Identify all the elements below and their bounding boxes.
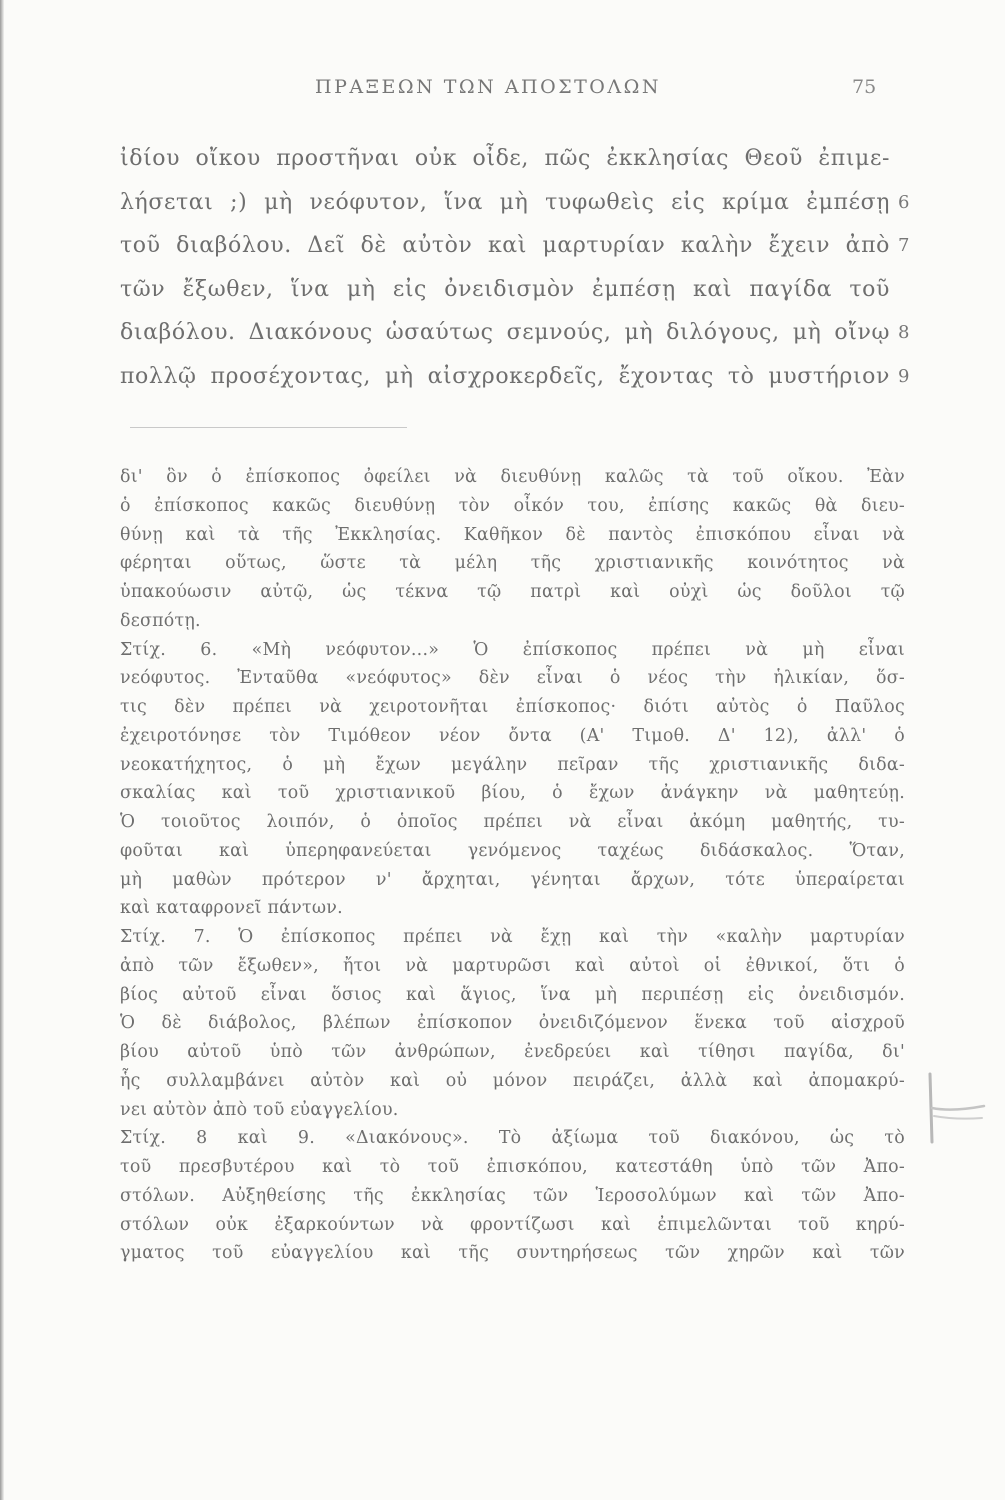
commentary-line: βίου αὐτοῦ ὑπὸ τῶν ἀνθρώπων, ἐνεδρεύει καὶ τίθησι παγίδα, δι' xyxy=(120,1042,905,1062)
commentary-line: Στίχ. 8 καὶ 9. «Διακόνους». Τὸ ἀξίωμα τοῦ διακόνου, ὡς τὸ xyxy=(120,1128,905,1149)
commentary-line: θύνῃ καὶ τὰ τῆς Ἐκκλησίας. Καθῆκον δὲ παντὸς ἐπισκόπου εἶναι νὰ xyxy=(120,524,905,545)
commentary-line: γματος τοῦ εὐαγγελίου καὶ τῆς συντηρήσεως τῶν χηρῶν καὶ τῶν xyxy=(120,1243,905,1264)
scripture-line: διαβόλου. Διακόνους ὡσαύτως σεμνούς, μὴ διλόγους, μὴ οἴνῳ xyxy=(120,320,890,345)
page-binding-edge xyxy=(0,0,4,1500)
commentary-text xyxy=(120,463,905,1268)
commentary-line: ὑπακούωσιν αὐτῷ, ὡς τέκνα τῷ πατρὶ καὶ οὐχὶ ὡς δοῦλοι τῷ xyxy=(120,582,905,602)
scripture-text xyxy=(120,137,890,398)
commentary-line: δεσπότῃ. xyxy=(120,610,201,631)
verse-number: 7 xyxy=(898,235,910,256)
commentary-line: στόλων. Αὐξηθείσης τῆς ἐκκλησίας τῶν Ἱεροσολύμων καὶ τῶν Ἀπο- xyxy=(120,1185,905,1206)
commentary-line: Ὁ τοιοῦτος λοιπόν, ὁ ὁποῖος πρέπει νὰ εἶναι ἀκόμη μαθητής, τυ- xyxy=(120,812,905,832)
commentary-line: νεοκατήχητος, ὁ μὴ ἔχων μεγάλην πεῖραν τῆς χριστιανικῆς διδα- xyxy=(120,754,905,775)
scripture-line: λήσεται ;) μὴ νεόφυτον, ἵνα μὴ τυφωθεὶς εἰς κρίμα ἐμπέσῃ xyxy=(120,189,890,215)
commentary-line: στόλων οὐκ ἐξαρκούντων νὰ φροντίζωσι καὶ ἐπιμελῶνται τοῦ κηρύ- xyxy=(120,1214,905,1235)
commentary-line: ἀπὸ τῶν ἔξωθεν», ἤτοι νὰ μαρτυρῶσι καὶ αὐτοὶ οἱ ἐθνικοί, ὅτι ὁ xyxy=(120,955,905,976)
commentary-line: καὶ καταφρονεῖ πάντων. xyxy=(120,898,343,919)
scripture-line: πολλῷ προσέχοντας, μὴ αἰσχροκερδεῖς, ἔχοντας τὸ μυστήριον xyxy=(120,363,890,389)
footnote-separator-rule xyxy=(130,427,407,428)
commentary-line: ὁ ἐπίσκοπος κακῶς διευθύνῃ τὸν οἶκόν του, ἐπίσης κακῶς θὰ διευ- xyxy=(120,495,905,516)
commentary-line: σκαλίας καὶ τοῦ χριστιανικοῦ βίου, ὁ ἔχων ἀνάγκην νὰ μαθητεύῃ. xyxy=(120,783,905,804)
scripture-line: τῶν ἔξωθεν, ἵνα μὴ εἰς ὀνειδισμὸν ἐμπέσῃ καὶ παγίδα τοῦ xyxy=(120,276,890,302)
commentary-line: νεόφυτος. Ἐνταῦθα «νεόφυτος» δὲν εἶναι ὁ νέος τὴν ἡλικίαν, ὅσ- xyxy=(120,668,905,689)
commentary-line: Ὁ δὲ διάβολος, βλέπων ἐπίσκοπον ὀνειδιζόμενον ἕνεκα τοῦ αἰσχροῦ xyxy=(120,1013,905,1034)
verse-number: 8 xyxy=(898,322,910,343)
running-head: ΠΡΑΞΕΩΝ ΤΩΝ ΑΠΟΣΤΟΛΩΝ xyxy=(315,76,661,98)
commentary-line: μὴ μαθὼν πρότερον ν' ἄρχηται, γένηται ἄρχων, τότε ὑπεραίρεται xyxy=(120,869,905,890)
commentary-line: Στίχ. 7. Ὁ ἐπίσκοπος πρέπει νὰ ἔχῃ καὶ τὴν «καλὴν μαρτυρίαν xyxy=(120,927,905,947)
verse-number: 6 xyxy=(898,191,910,213)
commentary-line: φοῦται καὶ ὑπερηφανεύεται γενόμενος ταχέως διδάσκαλος. Ὅταν, xyxy=(120,840,905,861)
commentary-line: φέρηται οὕτως, ὥστε τὰ μέλη τῆς χριστιανικῆς κοινότητος νὰ xyxy=(120,553,905,574)
commentary-line: νει αὐτὸν ἀπὸ τοῦ εὐαγγελίου. xyxy=(120,1099,399,1120)
scripture-line: ἰδίου οἴκου προστῆναι οὐκ οἶδε, πῶς ἐκκλησίας Θεοῦ ἐπιμε- xyxy=(120,146,890,171)
commentary-line: τις δὲν πρέπει νὰ χειροτονῆται ἐπίσκοπος· διότι αὐτὸς ὁ Παῦλος xyxy=(120,697,905,717)
commentary-line: ἧς συλλαμβάνει αὐτὸν καὶ οὐ μόνον πειράζει, ἀλλὰ καὶ ἀπομακρύ- xyxy=(120,1070,905,1091)
scripture-line: τοῦ διαβόλου. Δεῖ δὲ αὐτὸν καὶ μαρτυρίαν καλὴν ἔχειν ἀπὸ xyxy=(120,233,890,258)
commentary-line: βίος αὐτοῦ εἶναι ὅσιος καὶ ἅγιος, ἵνα μὴ περιπέσῃ εἰς ὀνειδισμόν. xyxy=(120,984,905,1005)
commentary-line: Στίχ. 6. «Μὴ νεόφυτον...» Ὁ ἐπίσκοπος πρέπει νὰ μὴ εἶναι xyxy=(120,639,905,660)
commentary-line: τοῦ πρεσβυτέρου καὶ τὸ τοῦ ἐπισκόπου, κατεστάθη ὑπὸ τῶν Ἀπο- xyxy=(120,1157,905,1177)
pencil-margin-mark xyxy=(922,1068,992,1148)
commentary-line: δι' ὃν ὁ ἐπίσκοπος ὀφείλει νὰ διευθύνῃ καλῶς τὰ τοῦ οἴκου. Ἐὰν xyxy=(120,467,905,487)
verse-number: 9 xyxy=(898,365,910,387)
page-number: 75 xyxy=(852,76,877,98)
commentary-line: ἐχειροτόνησε τὸν Τιμόθεον νέον ὄντα (Α' Τιμοθ. Δ' 12), ἀλλ' ὁ xyxy=(120,725,905,746)
